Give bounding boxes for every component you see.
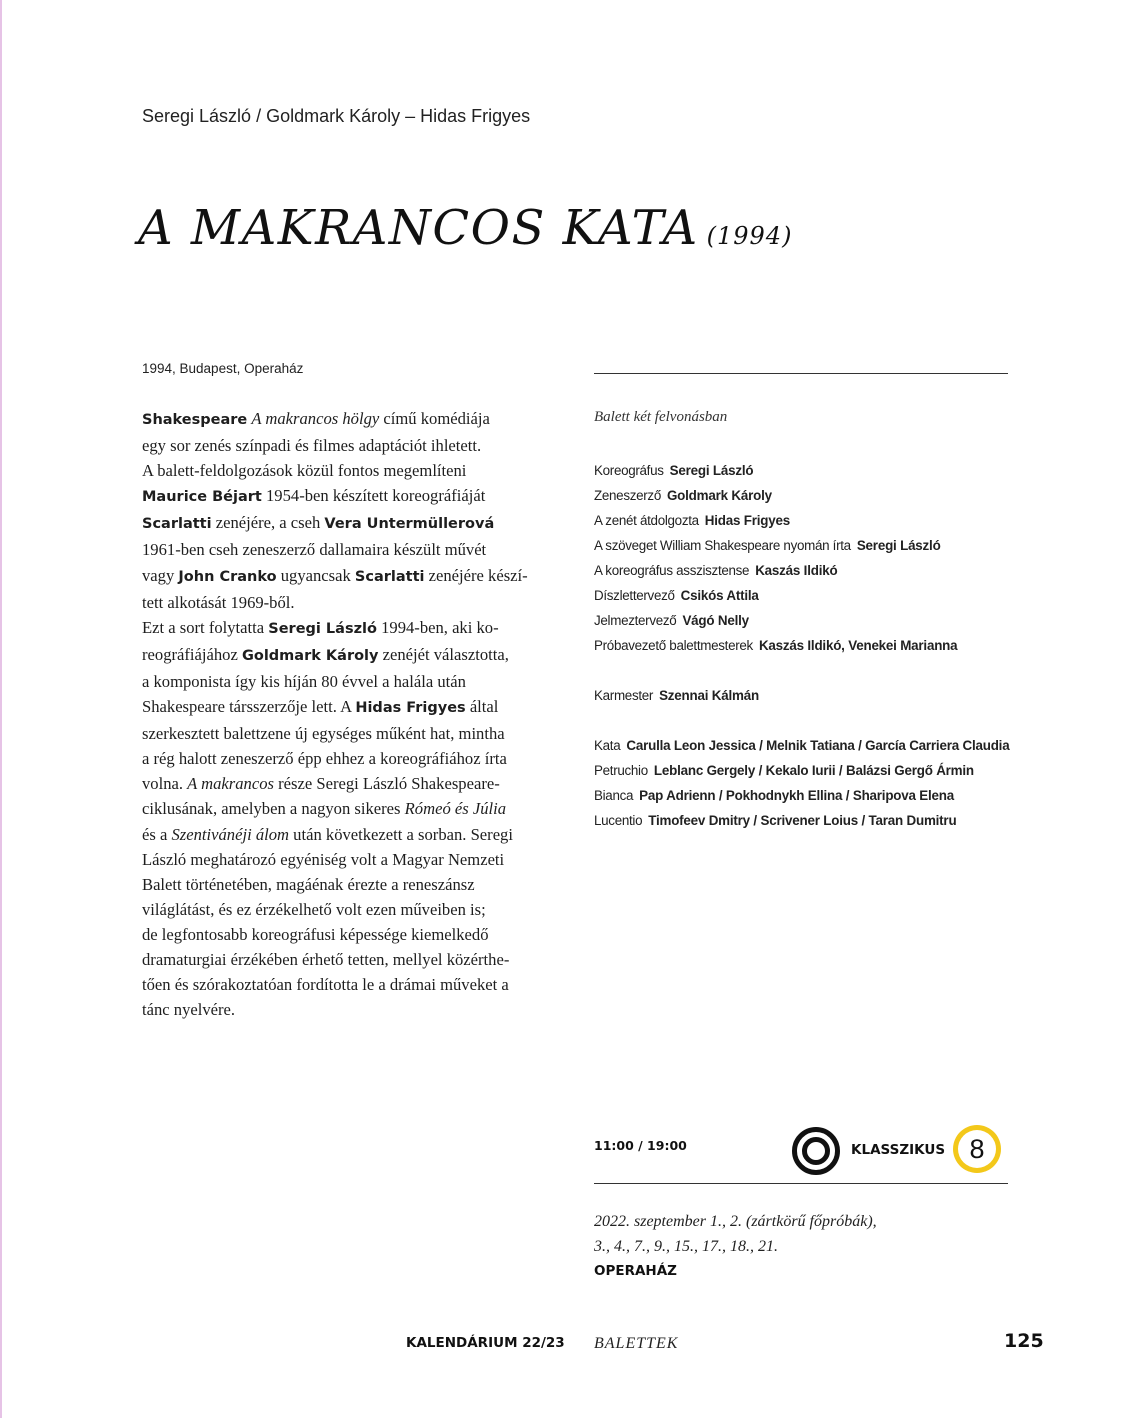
- bold-name: Maurice Béjart: [142, 489, 262, 506]
- cast-names: Pap Adrienn / Pokhodnykh Ellina / Sharipova Elena: [639, 788, 955, 803]
- credit-role: Próbavezető balettmesterek: [594, 638, 753, 653]
- spacer: [594, 708, 1009, 733]
- page-title: [138, 200, 792, 256]
- performance-dates: [594, 1209, 877, 1259]
- credit-role: Karmester: [594, 688, 654, 703]
- title-year: (1994): [706, 222, 793, 250]
- credit-name: Kaszás Ildikó: [755, 563, 838, 578]
- credit-row: [594, 533, 1009, 558]
- venue: OPERAHÁZ: [594, 1263, 677, 1279]
- body-line: [142, 669, 562, 694]
- italic-title: Rómeó és Júlia: [404, 799, 507, 819]
- body-line: [142, 458, 562, 483]
- credit-row: [594, 458, 1009, 483]
- body-segment: és a: [142, 824, 172, 844]
- credits-list: [594, 458, 1009, 833]
- cast-row: [594, 783, 1009, 808]
- body-line: [142, 615, 562, 642]
- body-line: [142, 433, 562, 458]
- credit-role: A szöveget William Shakespeare nyomán írta: [594, 538, 851, 553]
- credit-role: Jelmeztervező: [594, 613, 677, 628]
- dates-line: 2022. szeptember 1., 2. (zártkörű főpróbák),: [594, 1213, 877, 1230]
- credit-row: [594, 508, 1009, 533]
- body-line: [142, 872, 562, 897]
- body-segment: tően és szórakoztatóan fordította le a drámai műveket a: [142, 975, 509, 995]
- body-segment: ciklusának, amelyben a nagyon sikeres: [142, 799, 405, 819]
- italic-title: Szentivánéji álom: [171, 824, 290, 844]
- body-line: [142, 406, 562, 433]
- body-line: [142, 746, 562, 771]
- cast-role: Petruchio: [594, 763, 648, 778]
- body-segment: reográfiájához: [142, 644, 242, 664]
- body-segment: a komponista így kis híján 80 évvel a halála után: [142, 671, 466, 691]
- page-number: 125: [1004, 1330, 1044, 1352]
- body-segment: Shakespeare társszerzője lett. A: [142, 697, 356, 717]
- credit-row: [594, 633, 1009, 658]
- divider-top: [594, 373, 1008, 374]
- bold-name: John Cranko: [178, 568, 277, 585]
- body-segment: tánc nyelvére.: [142, 1000, 236, 1020]
- description-text: [142, 406, 562, 1022]
- body-segment: után következett a sorban. Seregi: [289, 824, 513, 844]
- creators-line: Seregi László / Goldmark Károly – Hidas Frigyes: [142, 106, 531, 126]
- bold-name: Vera Untermüllerová: [324, 516, 495, 533]
- body-segment: A balett-feldolgozások közül fontos megemlíteni: [142, 461, 467, 481]
- bold-name: Shakespeare: [142, 412, 248, 428]
- body-segment: szerkesztett balettzene új egységes műként hat, mintha: [142, 724, 505, 744]
- cast-role: Lucentio: [594, 813, 643, 828]
- body-segment: de legfontosabb koreográfusi képessége kiemelkedő: [142, 924, 489, 944]
- show-times: 11:00 / 19:00: [594, 1138, 687, 1153]
- body-segment: zenéjére készí-: [424, 565, 528, 585]
- body-segment: zenéjét választotta,: [378, 644, 509, 664]
- body-segment: 1961-ben cseh zeneszerző dallamaira készült művét: [142, 540, 487, 560]
- credit-row: [594, 583, 1009, 608]
- italic-title: A makrancos: [187, 774, 274, 794]
- cast-role: Bianca: [594, 788, 634, 803]
- body-line: [142, 822, 562, 847]
- credit-name: Szennai Kálmán: [659, 688, 759, 703]
- bold-name: Scarlatti: [354, 568, 425, 585]
- page-edge-mark: [0, 0, 2, 1418]
- credit-name: Kaszás Ildikó, Venekei Marianna: [758, 638, 958, 653]
- cast-role: Kata: [594, 738, 621, 753]
- body-segment: vagy: [142, 565, 179, 585]
- cast-row: [594, 808, 1009, 833]
- bold-name: Goldmark Károly: [241, 647, 379, 664]
- credit-role: A koreográfus asszisztense: [594, 563, 750, 578]
- body-segment: ugyancsak: [276, 565, 355, 585]
- series-label: KLASSZIKUS: [851, 1142, 946, 1158]
- body-line: [142, 796, 562, 821]
- credit-row: [594, 483, 1009, 508]
- body-line: [142, 642, 562, 669]
- body-line: [142, 694, 562, 721]
- body-segment: tett alkotását 1969-ből.: [142, 592, 295, 612]
- credit-role: A zenét átdolgozta: [594, 513, 699, 528]
- body-line: [142, 897, 562, 922]
- body-line: [142, 590, 562, 615]
- conductor-row: [594, 683, 1009, 708]
- body-segment: Balett történetében, magáénak érezte a reneszánsz: [142, 874, 475, 894]
- credit-name: Vágó Nelly: [682, 613, 749, 628]
- body-line: [142, 563, 562, 590]
- bold-name: Hidas Frigyes: [355, 700, 466, 717]
- body-line: [142, 483, 562, 510]
- body-segment: zenéjére, a cseh: [211, 513, 325, 533]
- cast-names: Carulla Leon Jessica / Melnik Tatiana / García Carriera Claudia: [626, 738, 1010, 753]
- bold-name: Seregi László: [268, 620, 377, 637]
- genre-label: Balett két felvonásban: [594, 409, 728, 425]
- credit-name: Seregi László: [856, 538, 941, 553]
- series-number-badge: [953, 1125, 1001, 1173]
- credit-name: Goldmark Károly: [666, 488, 772, 503]
- dates-line: 3., 4., 7., 9., 15., 17., 18., 21.: [594, 1238, 778, 1255]
- credit-role: Koreográfus: [594, 463, 664, 478]
- italic-title: A makrancos hölgy: [251, 409, 380, 428]
- body-segment: Ezt a sort folytatta: [142, 617, 269, 637]
- spacer: [594, 658, 1009, 683]
- body-segment: című komédiája: [379, 409, 490, 428]
- cast-row: [594, 758, 1009, 783]
- divider-bottom: [594, 1183, 1008, 1184]
- body-segment: dramaturgiai érzékében érhető tetten, mellyel közérthe-: [142, 949, 510, 969]
- bold-name: Scarlatti: [142, 516, 212, 533]
- body-segment: 1994-ben, aki ko-: [376, 617, 499, 637]
- body-segment: világlátást, és ez érzékelhető volt ezen műveiben is;: [142, 899, 486, 919]
- series-number: 8: [958, 1130, 996, 1168]
- footer-section: BALETTEK: [594, 1335, 679, 1352]
- cast-row: [594, 733, 1009, 758]
- body-segment: 1954-ben készített koreográfiáját: [261, 486, 486, 506]
- footer-publication: KALENDÁRIUM 22/23: [406, 1335, 565, 1351]
- credit-role: Zeneszerző: [594, 488, 661, 503]
- body-segment: a rég halott zeneszerző épp ehhez a koreográfiához írta: [142, 749, 507, 769]
- body-line: [142, 847, 562, 872]
- target-circle-icon: [791, 1126, 841, 1176]
- body-segment: László meghatározó egyéniség volt a Magyar Nemzeti: [142, 849, 505, 869]
- credit-row: [594, 608, 1009, 633]
- body-segment: része Seregi László Shakespeare-: [273, 774, 500, 794]
- cast-names: Leblanc Gergely / Kekalo Iurii / Balázsi Gergő Ármin: [653, 763, 974, 778]
- title-text: A MAKRANCOS KATA: [138, 200, 699, 256]
- credit-name: Seregi László: [669, 463, 754, 478]
- credit-name: Csikós Attila: [680, 588, 759, 603]
- body-line: [142, 997, 562, 1022]
- body-segment: által: [465, 697, 499, 717]
- body-line: [142, 947, 562, 972]
- body-segment: volna.: [142, 774, 188, 794]
- body-line: [142, 537, 562, 562]
- body-segment: egy sor zenés színpadi és filmes adaptációt ihletett.: [142, 436, 482, 456]
- cast-names: Timofeev Dmitry / Scrivener Loius / Taran Dumitru: [648, 813, 957, 828]
- credit-name: Hidas Frigyes: [704, 513, 791, 528]
- body-line: [142, 972, 562, 997]
- body-line: [142, 922, 562, 947]
- premiere-info: 1994, Budapest, Operaház: [142, 361, 304, 376]
- credit-role: Díszlettervező: [594, 588, 675, 603]
- body-line: [142, 771, 562, 796]
- body-line: [142, 721, 562, 746]
- body-line: [142, 510, 562, 537]
- credit-row: [594, 558, 1009, 583]
